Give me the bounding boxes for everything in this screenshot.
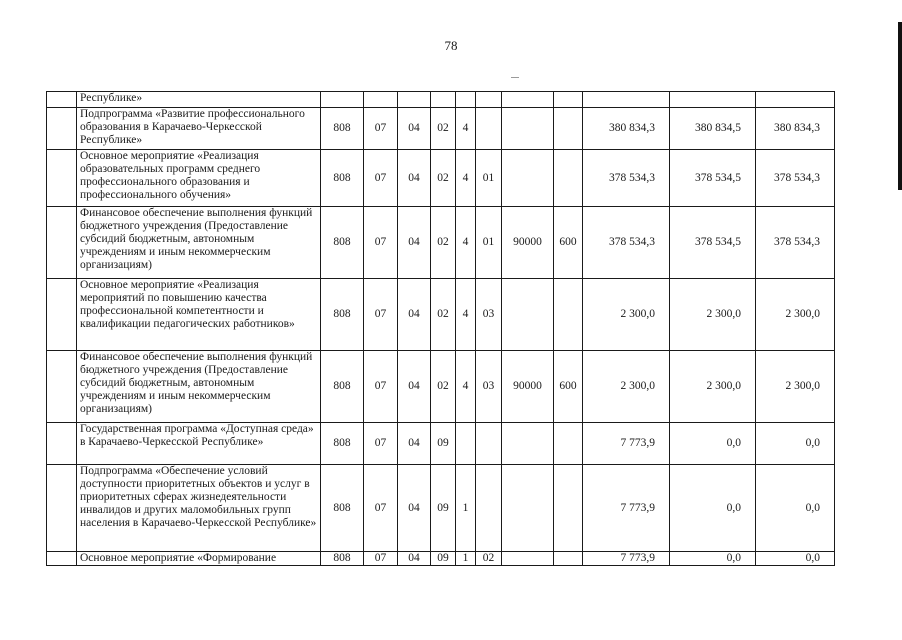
admin-code-cell: [321, 92, 364, 108]
direction-code-cell: 90000: [502, 351, 554, 423]
amount-2-cell: 2 300,0: [670, 279, 756, 351]
event-code-cell: [476, 108, 502, 150]
amount-3-cell: [756, 92, 835, 108]
amount-1-cell: 2 300,0: [583, 351, 670, 423]
row-name-cell: Республике»: [77, 92, 321, 108]
program-code-cell: 09: [431, 423, 456, 465]
table-row: [47, 108, 835, 150]
section-code-cell: 07: [364, 279, 398, 351]
amount-3-cell: 0,0: [756, 423, 835, 465]
subsection-code-cell: 04: [398, 108, 431, 150]
blank-cell: [47, 465, 77, 552]
amount-1-cell: 380 834,3: [583, 108, 670, 150]
amount-1-cell: 378 534,3: [583, 150, 670, 207]
subsection-code-cell: 04: [398, 351, 431, 423]
amount-3-cell: 378 534,3: [756, 207, 835, 279]
event-code-cell: [476, 92, 502, 108]
table-row: [47, 207, 835, 279]
amount-2-cell: 0,0: [670, 552, 756, 566]
section-code-cell: 07: [364, 108, 398, 150]
scan-edge: [898, 22, 902, 190]
subsection-code-cell: 04: [398, 207, 431, 279]
admin-code-cell: 808: [321, 465, 364, 552]
section-code-cell: [364, 92, 398, 108]
amount-1-cell: 378 534,3: [583, 207, 670, 279]
expense-type-cell: 600: [554, 207, 583, 279]
expense-type-cell: [554, 552, 583, 566]
direction-code-cell: [502, 150, 554, 207]
direction-code-cell: [502, 552, 554, 566]
amount-3-cell: 378 534,3: [756, 150, 835, 207]
blank-cell: [47, 92, 77, 108]
row-name-cell: Финансовое обеспечение выполнения функций бюджетного учреждения (Предоставление субсидий бюджетным, автономным учреждениям и иным некоммерческим организациям): [77, 351, 321, 423]
subprogram-code-cell: [456, 423, 476, 465]
scan-mark: [511, 77, 519, 78]
amount-2-cell: 0,0: [670, 465, 756, 552]
amount-2-cell: 378 534,5: [670, 207, 756, 279]
direction-code-cell: [502, 279, 554, 351]
row-name-cell: Подпрограмма «Развитие профессионального образования в Карачаево-Черкесской Республике»: [77, 108, 321, 150]
direction-code-cell: [502, 465, 554, 552]
table-row: [47, 423, 835, 465]
subsection-code-cell: 04: [398, 552, 431, 566]
table-row: [47, 279, 835, 351]
row-name-cell: Основное мероприятие «Формирование: [77, 552, 321, 566]
program-code-cell: 02: [431, 351, 456, 423]
row-name-cell: Основное мероприятие «Реализация образовательных программ среднего профессионального образования и профессионального обучения»: [77, 150, 321, 207]
program-code-cell: 09: [431, 465, 456, 552]
event-code-cell: 02: [476, 552, 502, 566]
event-code-cell: 01: [476, 207, 502, 279]
direction-code-cell: 90000: [502, 207, 554, 279]
admin-code-cell: 808: [321, 207, 364, 279]
amount-1-cell: 2 300,0: [583, 279, 670, 351]
amount-1-cell: 7 773,9: [583, 423, 670, 465]
row-name-cell: Финансовое обеспечение выполнения функций бюджетного учреждения (Предоставление субсидий бюджетным, автономным учреждениям и иным некоммерческим организациям): [77, 207, 321, 279]
subprogram-code-cell: 1: [456, 465, 476, 552]
subprogram-code-cell: 4: [456, 150, 476, 207]
program-code-cell: 02: [431, 279, 456, 351]
row-name-cell: Подпрограмма «Обеспечение условий доступности приоритетных объектов и услуг в приоритетных сферах жизнедеятельности инвалидов и других маломобильных групп населения в Карачаево-Черкесской Республике»: [77, 465, 321, 552]
admin-code-cell: 808: [321, 279, 364, 351]
table-row: [47, 552, 835, 566]
amount-1-cell: [583, 92, 670, 108]
section-code-cell: 07: [364, 150, 398, 207]
table-body: [47, 92, 835, 566]
event-code-cell: 03: [476, 351, 502, 423]
amount-2-cell: 0,0: [670, 423, 756, 465]
row-name-cell: Государственная программа «Доступная среда» в Карачаево-Черкесской Республике»: [77, 423, 321, 465]
row-name-cell: Основное мероприятие «Реализация мероприятий по повышению качества профессиональной компетентности и квалификации педагогических работников»: [77, 279, 321, 351]
page-number: 78: [444, 38, 458, 53]
program-code-cell: [431, 92, 456, 108]
section-code-cell: 07: [364, 207, 398, 279]
table-row: [47, 351, 835, 423]
expense-type-cell: [554, 150, 583, 207]
subprogram-code-cell: 4: [456, 207, 476, 279]
admin-code-cell: 808: [321, 150, 364, 207]
blank-cell: [47, 552, 77, 566]
subprogram-code-cell: 4: [456, 108, 476, 150]
subsection-code-cell: 04: [398, 423, 431, 465]
amount-3-cell: 0,0: [756, 552, 835, 566]
expense-type-cell: [554, 279, 583, 351]
admin-code-cell: 808: [321, 423, 364, 465]
subprogram-code-cell: 1: [456, 552, 476, 566]
expense-type-cell: [554, 423, 583, 465]
table-row: [47, 150, 835, 207]
subsection-code-cell: 04: [398, 279, 431, 351]
blank-cell: [47, 207, 77, 279]
program-code-cell: 02: [431, 108, 456, 150]
expense-type-cell: [554, 92, 583, 108]
event-code-cell: [476, 465, 502, 552]
subprogram-code-cell: 4: [456, 279, 476, 351]
subsection-code-cell: [398, 92, 431, 108]
event-code-cell: 03: [476, 279, 502, 351]
subsection-code-cell: 04: [398, 465, 431, 552]
amount-3-cell: 2 300,0: [756, 351, 835, 423]
event-code-cell: [476, 423, 502, 465]
amount-1-cell: 7 773,9: [583, 465, 670, 552]
expense-type-cell: [554, 108, 583, 150]
direction-code-cell: [502, 423, 554, 465]
expense-type-cell: [554, 465, 583, 552]
section-code-cell: 07: [364, 423, 398, 465]
section-code-cell: 07: [364, 351, 398, 423]
amount-2-cell: [670, 92, 756, 108]
blank-cell: [47, 108, 77, 150]
blank-cell: [47, 423, 77, 465]
amount-2-cell: 378 534,5: [670, 150, 756, 207]
program-code-cell: 02: [431, 150, 456, 207]
expense-type-cell: 600: [554, 351, 583, 423]
amount-3-cell: 380 834,3: [756, 108, 835, 150]
direction-code-cell: [502, 92, 554, 108]
admin-code-cell: 808: [321, 108, 364, 150]
program-code-cell: 02: [431, 207, 456, 279]
table-row: [47, 465, 835, 552]
amount-2-cell: 2 300,0: [670, 351, 756, 423]
amount-1-cell: 7 773,9: [583, 552, 670, 566]
admin-code-cell: 808: [321, 351, 364, 423]
amount-3-cell: 2 300,0: [756, 279, 835, 351]
section-code-cell: 07: [364, 465, 398, 552]
direction-code-cell: [502, 108, 554, 150]
blank-cell: [47, 279, 77, 351]
table-row: [47, 92, 835, 108]
amount-3-cell: 0,0: [756, 465, 835, 552]
amount-2-cell: 380 834,5: [670, 108, 756, 150]
blank-cell: [47, 351, 77, 423]
budget-table: [46, 91, 835, 566]
program-code-cell: 09: [431, 552, 456, 566]
blank-cell: [47, 150, 77, 207]
subprogram-code-cell: 4: [456, 351, 476, 423]
admin-code-cell: 808: [321, 552, 364, 566]
subprogram-code-cell: [456, 92, 476, 108]
section-code-cell: 07: [364, 552, 398, 566]
event-code-cell: 01: [476, 150, 502, 207]
subsection-code-cell: 04: [398, 150, 431, 207]
